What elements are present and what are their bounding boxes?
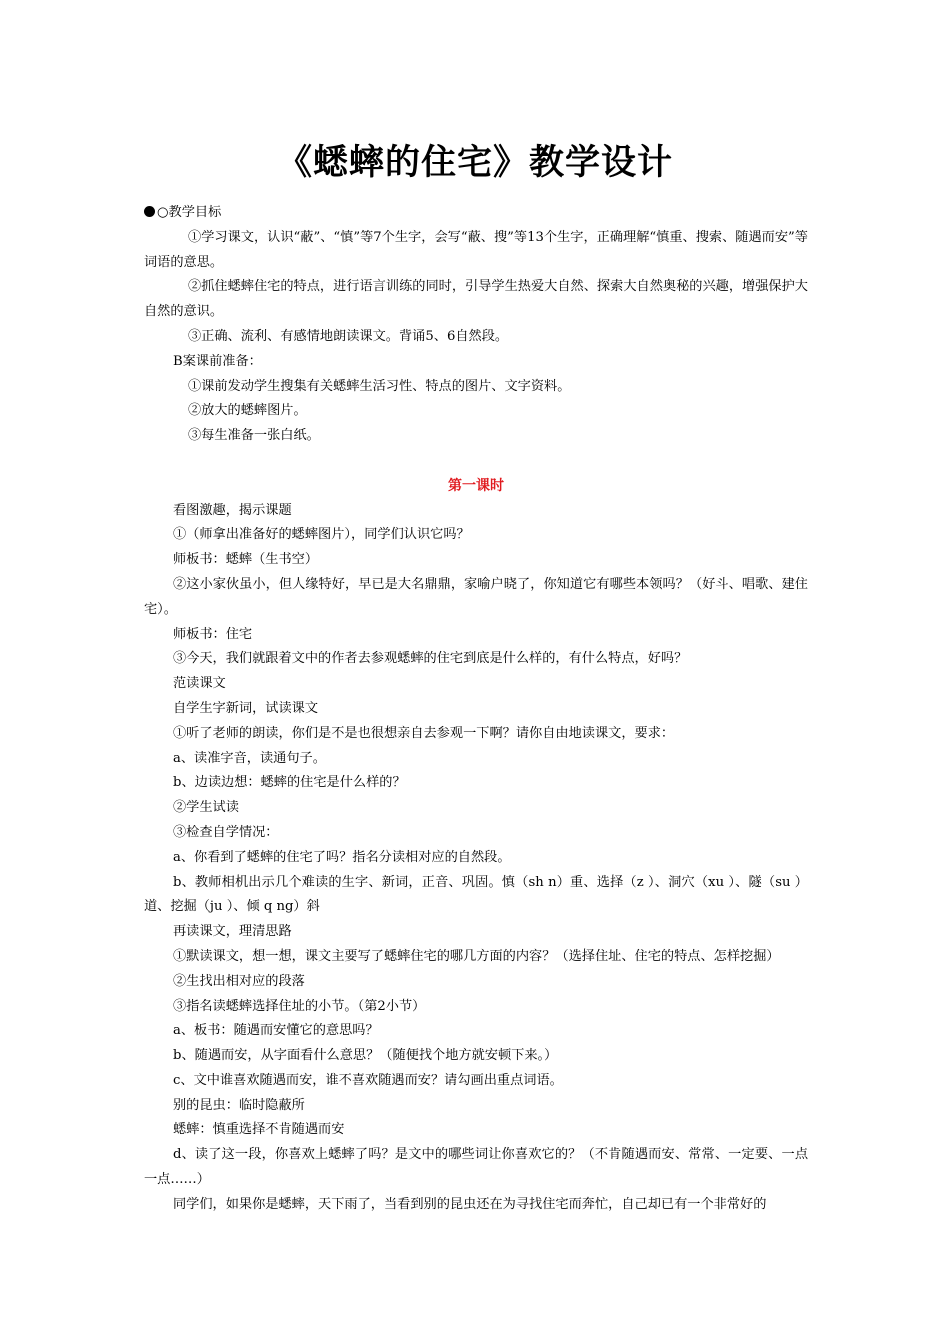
lesson-line: 同学们，如果你是蟋蟀，天下雨了，当看到别的昆虫还在为寻找住宅而奔忙，自己却已有一个非常好的 [173,1196,767,1212]
document-title: 《蟋蟀的住宅》教学设计 [276,143,673,183]
lesson-line: 师板书：蟋蟀（生书空） [173,552,319,568]
lesson-line: 再读课文，理清思路 [173,924,292,940]
lesson-line: 师板书：住宅 [173,626,253,642]
lesson-line: ①默读课文，想一想，课文主要写了蟋蟀住宅的哪几方面的内容？（选择住址、住宅的特点、怎样挖掘） [173,948,780,964]
lesson-line: 自学生字新词，试读课文 [173,700,319,716]
spacer [144,449,808,474]
lesson-line: 别的昆虫：临时隐蔽所 [173,1097,305,1113]
lesson-line: b、边读边想：蟋蟀的住宅是什么样的？ [173,775,406,791]
lesson-line: ②生找出相对应的段落 [173,973,305,989]
objective-item: ①学习课文，认识“蔽”、“慎”等7个生字，会写“蔽、搜”等13个生字，正确理解“慎重、搜索、随遇而安”等词语的意思。 [144,229,808,270]
preparation-item: ①课前发动学生搜集有关蟋蟀生活习性、特点的图片、文字资料。 [188,378,571,394]
bullet-icon [144,206,155,217]
lesson-line: 看图激趣，揭示课题 [173,502,292,518]
lesson-heading: 第一课时 [448,477,504,494]
lesson-line: d、读了这一段，你喜欢上蟋蟀了吗？是文中的哪些词让你喜欢它的？（不肯随遇而安、常常、一定要、一点一点……） [144,1147,808,1188]
objectives-heading [144,201,808,226]
document-body [144,201,808,1218]
lesson-line: 范读课文 [173,676,226,692]
objective-item: ③正确、流利、有感情地朗读课文。背诵5、6自然段。 [188,328,509,344]
lesson-line: ③检查自学情况： [173,824,279,840]
preparation-heading: B案课前准备： [173,353,262,369]
lesson-line: a、读准字音，读通句子。 [173,750,326,766]
preparation-item: ②放大的蟋蟀图片。 [188,403,307,419]
lesson-line: ③指名读蟋蟀选择住址的小节。（第2小节） [173,998,426,1014]
lesson-line: ①听了老师的朗读，你们是不是也很想亲自去参观一下啊？请你自由地读课文，要求： [173,725,675,741]
lesson-line: 蟋蟀：慎重选择不肯随遇而安 [173,1122,345,1138]
objective-item: ②抓住蟋蟀住宅的特点，进行语言训练的同时，引导学生热爱大自然、探索大自然奥秘的兴趣，增强保护大自然的意识。 [144,279,808,320]
lesson-line: ①（师拿出准备好的蟋蟀图片），同学们认识它吗？ [173,527,470,543]
preparation-item: ③每生准备一张白纸。 [188,428,320,444]
objectives-heading-text: ○教学目标 [157,205,222,220]
lesson-line: b、随遇而安，从字面看什么意思？（随便找个地方就安顿下来。） [173,1048,558,1064]
lesson-line: c、文中谁喜欢随遇而安，谁不喜欢随遇而安？请勾画出重点词语。 [173,1072,563,1088]
lesson-line: a、板书：随遇而安懂它的意思吗？ [173,1023,379,1039]
lesson-line: ②这小家伙虽小，但人缘特好，早已是大名鼎鼎，家喻户晓了，你知道它有哪些本领吗？（好斗、唱歌、建住宅）。 [144,576,808,617]
lesson-line: ②学生试读 [173,800,239,816]
lesson-line: ③今天，我们就跟着文中的作者去参观蟋蟀的住宅到底是什么样的，有什么特点，好吗？ [173,651,688,667]
lesson-line: a、你看到了蟋蟀的住宅了吗？指名分读相对应的自然段。 [173,849,511,865]
lesson-line: b、教师相机出示几个难读的生字、新词，正音、巩固。慎（sh n）重、选择（z ）、洞穴（xu ）、隧（su ）道、挖掘（ju ）、倾 q ng）斜 [144,874,808,915]
